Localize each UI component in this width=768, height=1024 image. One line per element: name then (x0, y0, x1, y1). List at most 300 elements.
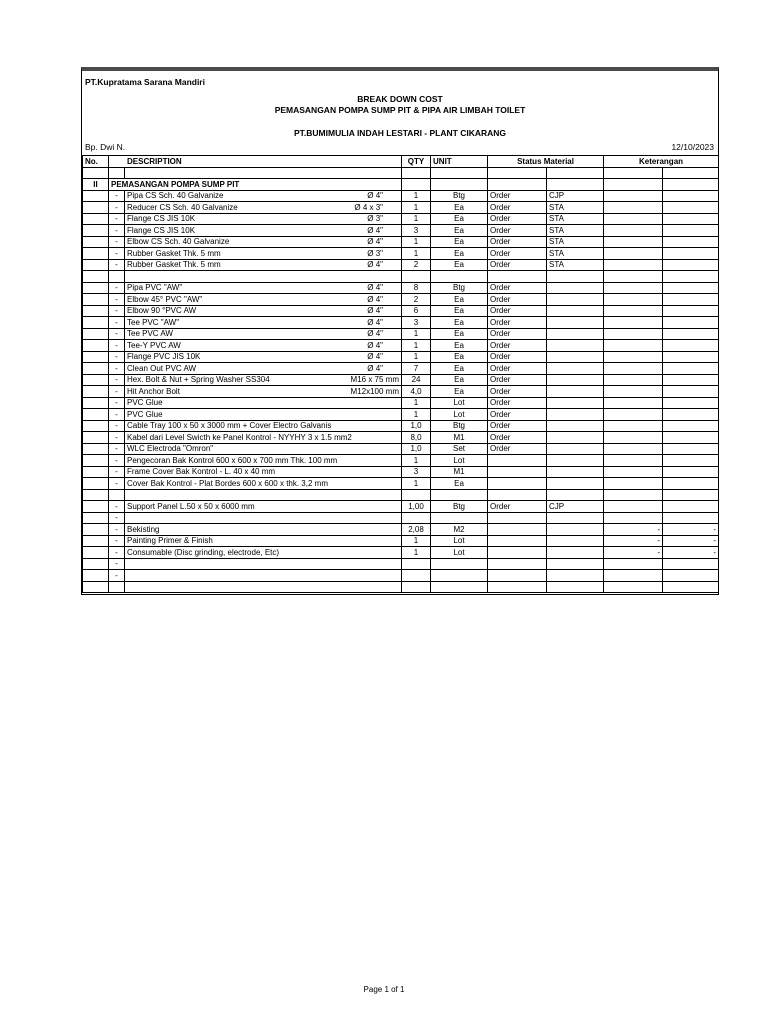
row-description (125, 225, 402, 237)
row-description (125, 443, 402, 455)
row-unit: Lot (431, 547, 488, 559)
row-keterangan-2 (663, 259, 719, 271)
item-description: Flange CS JIS 10K (127, 214, 196, 223)
row-qty: 2 (402, 294, 431, 306)
row-keterangan-1 (604, 489, 663, 501)
row-description (125, 386, 402, 398)
row-description (125, 190, 402, 202)
row-keterangan-2 (663, 432, 719, 444)
row-code: CJP (547, 190, 604, 202)
cost-breakdown-sheet (81, 67, 719, 595)
row-keterangan-1 (604, 420, 663, 432)
row-status: Order (488, 340, 547, 352)
row-unit: Ea (431, 248, 488, 260)
row-description (125, 524, 402, 536)
row-bullet: - (109, 202, 125, 214)
row-code: CJP (547, 501, 604, 513)
row-keterangan-2 (663, 409, 719, 421)
row-keterangan-1 (604, 305, 663, 317)
item-description: Consumable (Disc grinding, electrode, Etc) (127, 547, 280, 557)
row-bullet: - (109, 248, 125, 260)
row-description (125, 501, 402, 513)
row-status: Order (488, 420, 547, 432)
company-name: PT.Kupratama Sarana Mandiri (85, 77, 205, 87)
row-description (125, 558, 402, 570)
description-wrap (127, 410, 399, 420)
row-status (488, 581, 547, 593)
row-bullet: - (109, 259, 125, 271)
row-no-cell (83, 282, 109, 294)
row-unit: Ea (431, 213, 488, 225)
item-size: Ø 3" (367, 248, 384, 258)
row-no-cell (83, 489, 109, 501)
items-table (82, 155, 719, 593)
row-keterangan-1 (604, 409, 663, 421)
row-status (488, 524, 547, 536)
row-qty: 2 (402, 259, 431, 271)
description-wrap (127, 421, 399, 431)
row-code (547, 432, 604, 444)
item-size: Ø 4" (367, 317, 384, 327)
row-code (547, 386, 604, 398)
row-code (547, 363, 604, 375)
document-subtitle: PEMASANGAN POMPA SUMP PIT & PIPA AIR LIMBAH TOILET (274, 105, 526, 115)
description-wrap (127, 306, 399, 316)
row-unit: Lot (431, 409, 488, 421)
row-bullet: - (109, 547, 125, 559)
row-keterangan-2 (663, 386, 719, 398)
item-size: Ø 4" (367, 260, 384, 269)
row-bullet: - (109, 305, 125, 317)
row-no-cell (83, 317, 109, 329)
row-unit: Ea (431, 340, 488, 352)
table-row (83, 363, 719, 375)
row-unit: Ea (431, 294, 488, 306)
row-bullet: - (109, 374, 125, 386)
description-wrap (127, 237, 399, 247)
row-qty (402, 581, 431, 593)
row-bullet (109, 581, 125, 593)
row-code (547, 547, 604, 559)
row-no-cell (83, 236, 109, 248)
row-unit (431, 581, 488, 593)
row-status (488, 512, 547, 524)
row-bullet: - (109, 386, 125, 398)
row-bullet: - (109, 535, 125, 547)
row-description (125, 236, 402, 248)
table-row (83, 305, 719, 317)
row-no-cell (83, 512, 109, 524)
row-code: STA (547, 225, 604, 237)
row-description (125, 363, 402, 375)
row-description (125, 570, 402, 582)
table-row (83, 558, 719, 570)
item-size: Ø 4" (367, 340, 384, 350)
row-keterangan-1: - (604, 547, 663, 559)
item-description: Flange CS JIS 10K (127, 225, 196, 235)
row-no-cell (83, 443, 109, 455)
row-keterangan-2 (663, 271, 719, 283)
col-unit: UNIT (431, 156, 488, 168)
item-description: Pipa PVC "AW" (127, 283, 183, 292)
row-keterangan-2 (663, 489, 719, 501)
row-qty (402, 271, 431, 283)
description-wrap (127, 387, 399, 397)
row-no-cell (83, 501, 109, 513)
item-size: Ø 4 x 3" (354, 202, 384, 212)
row-no-cell (83, 558, 109, 570)
row-no-cell (83, 581, 109, 593)
row-code (547, 271, 604, 283)
row-keterangan-2 (663, 570, 719, 582)
row-no-cell (83, 432, 109, 444)
row-qty: 1,0 (402, 443, 431, 455)
row-status: Order (488, 225, 547, 237)
row-no-cell (83, 294, 109, 306)
description-wrap (127, 490, 399, 500)
row-code (547, 581, 604, 593)
row-qty: 1 (402, 547, 431, 559)
row-keterangan-2 (663, 501, 719, 513)
row-keterangan-2 (663, 455, 719, 467)
description-wrap (127, 559, 399, 569)
row-code (547, 409, 604, 421)
row-unit: Ea (431, 386, 488, 398)
table-row (83, 443, 719, 455)
row-keterangan-2 (663, 328, 719, 340)
row-keterangan-1 (604, 317, 663, 329)
row-bullet: - (109, 236, 125, 248)
row-no-cell (83, 225, 109, 237)
row-description (125, 478, 402, 490)
row-qty: 1 (402, 213, 431, 225)
row-status: Order (488, 363, 547, 375)
row-code (547, 512, 604, 524)
row-bullet: - (109, 294, 125, 306)
item-description: Rubber Gasket Thk. 5 mm (127, 248, 221, 258)
row-description (125, 512, 402, 524)
row-keterangan-2 (663, 558, 719, 570)
col-qty: QTY (402, 156, 431, 168)
row-unit: Ea (431, 363, 488, 375)
table-row (83, 259, 719, 271)
row-no-cell (83, 466, 109, 478)
table-row (83, 466, 719, 478)
row-unit: Lot (431, 535, 488, 547)
row-bullet: - (109, 282, 125, 294)
row-description (125, 282, 402, 294)
row-status: Order (488, 317, 547, 329)
row-status: Order (488, 432, 547, 444)
row-keterangan-2 (663, 294, 719, 306)
section-row (83, 179, 719, 191)
col-no: No. (83, 156, 109, 168)
row-no-cell (83, 478, 109, 490)
item-description: Clean Out PVC AW (127, 363, 197, 373)
description-wrap (127, 502, 399, 512)
description-wrap (127, 352, 399, 362)
item-size: Ø 4" (367, 237, 384, 246)
row-qty: 1 (402, 248, 431, 260)
row-code (547, 294, 604, 306)
table-row (83, 581, 719, 593)
row-description (125, 202, 402, 214)
row-qty: 1 (402, 455, 431, 467)
row-no-cell (83, 363, 109, 375)
description-wrap (127, 249, 399, 259)
row-keterangan-2 (663, 397, 719, 409)
row-qty: 7 (402, 363, 431, 375)
table-row (83, 190, 719, 202)
table-row (83, 317, 719, 329)
row-unit: Set (431, 443, 488, 455)
item-description: Kabel dari Level Swicth ke Panel Kontrol - NYYHY 3 x 1.5 mm2 (127, 432, 352, 442)
row-status (488, 478, 547, 490)
row-code (547, 443, 604, 455)
row-status (488, 466, 547, 478)
row-keterangan-2 (663, 443, 719, 455)
row-code (547, 455, 604, 467)
row-code (547, 397, 604, 409)
row-qty: 6 (402, 305, 431, 317)
section-label: PEMASANGAN POMPA SUMP PIT (109, 179, 402, 191)
row-code: STA (547, 248, 604, 260)
table-row (83, 351, 719, 363)
row-code (547, 489, 604, 501)
row-unit (431, 489, 488, 501)
row-no-cell (83, 305, 109, 317)
row-code: STA (547, 236, 604, 248)
item-description: WLC Electroda "Omron" (127, 444, 214, 453)
item-description: Painting Primer & Finish (127, 536, 213, 545)
row-unit (431, 512, 488, 524)
row-keterangan-2: - (663, 535, 719, 547)
row-unit: Btg (431, 282, 488, 294)
row-unit: Btg (431, 501, 488, 513)
row-description (125, 466, 402, 478)
row-status: Order (488, 202, 547, 214)
row-no-cell (83, 340, 109, 352)
item-description: Cover Bak Kontrol - Plat Bordes 600 x 600 x thk. 3,2 mm (127, 478, 328, 488)
row-keterangan-1 (604, 294, 663, 306)
row-status: Order (488, 409, 547, 421)
item-size: Ø 3" (367, 214, 384, 223)
description-wrap (127, 525, 399, 535)
row-description (125, 294, 402, 306)
table-row (83, 386, 719, 398)
table-row (83, 328, 719, 340)
table-row (83, 547, 719, 559)
row-bullet: - (109, 190, 125, 202)
row-qty: 8 (402, 282, 431, 294)
description-wrap (127, 456, 399, 466)
row-status: Order (488, 374, 547, 386)
table-row (83, 432, 719, 444)
row-code (547, 317, 604, 329)
row-status: Order (488, 305, 547, 317)
row-no-cell (83, 190, 109, 202)
row-description (125, 248, 402, 260)
table-row (83, 282, 719, 294)
document-title: BREAK DOWN COST (357, 94, 443, 104)
row-qty (402, 558, 431, 570)
description-wrap (127, 582, 399, 592)
row-code (547, 305, 604, 317)
row-description (125, 305, 402, 317)
row-keterangan-2 (663, 213, 719, 225)
row-no-cell (83, 547, 109, 559)
table-row (83, 489, 719, 501)
row-qty: 1 (402, 328, 431, 340)
item-description: Pipa CS Sch. 40 Galvanize (127, 191, 224, 200)
row-status (488, 535, 547, 547)
column-header-row (83, 156, 719, 168)
row-qty: 3 (402, 317, 431, 329)
row-bullet: - (109, 558, 125, 570)
row-status: Order (488, 501, 547, 513)
description-wrap (127, 318, 399, 328)
document-date: 12/10/2023 (671, 142, 714, 152)
row-no-cell (83, 455, 109, 467)
spacer-row (83, 167, 719, 179)
row-code (547, 466, 604, 478)
row-keterangan-1 (604, 271, 663, 283)
row-status: Order (488, 236, 547, 248)
row-keterangan-1 (604, 225, 663, 237)
row-keterangan-2 (663, 340, 719, 352)
description-wrap (127, 191, 399, 201)
row-keterangan-2 (663, 581, 719, 593)
row-unit: Ea (431, 305, 488, 317)
row-keterangan-1 (604, 478, 663, 490)
row-description (125, 547, 402, 559)
item-description: Hex. Bolt & Nut + Spring Washer SS304 (127, 375, 270, 384)
row-keterangan-1 (604, 443, 663, 455)
row-no-cell (83, 397, 109, 409)
item-description: Elbow 45° PVC "AW" (127, 294, 203, 304)
row-status (488, 570, 547, 582)
row-description (125, 328, 402, 340)
row-no-cell (83, 213, 109, 225)
row-keterangan-1 (604, 351, 663, 363)
row-keterangan-2 (663, 282, 719, 294)
row-description (125, 351, 402, 363)
row-bullet: - (109, 432, 125, 444)
item-description: Tee PVC "AW" (127, 317, 180, 327)
row-status (488, 489, 547, 501)
row-unit: Lot (431, 397, 488, 409)
row-bullet: - (109, 443, 125, 455)
row-qty: 8,0 (402, 432, 431, 444)
description-wrap (127, 283, 399, 293)
row-bullet: - (109, 351, 125, 363)
table-row (83, 202, 719, 214)
row-keterangan-1 (604, 466, 663, 478)
row-status: Order (488, 282, 547, 294)
row-keterangan-1 (604, 236, 663, 248)
row-keterangan-2 (663, 512, 719, 524)
row-description (125, 340, 402, 352)
row-keterangan-1: - (604, 535, 663, 547)
row-description (125, 581, 402, 593)
row-qty: 1,0 (402, 420, 431, 432)
row-unit: Ea (431, 351, 488, 363)
row-description (125, 535, 402, 547)
row-bullet: - (109, 225, 125, 237)
row-description (125, 259, 402, 271)
item-description: Rubber Gasket Thk. 5 mm (127, 260, 221, 269)
row-qty: 3 (402, 225, 431, 237)
row-unit: Ea (431, 317, 488, 329)
description-wrap (127, 214, 399, 224)
row-keterangan-1 (604, 374, 663, 386)
row-keterangan-2 (663, 478, 719, 490)
row-keterangan-2 (663, 190, 719, 202)
row-code (547, 328, 604, 340)
row-bullet (109, 489, 125, 501)
row-keterangan-1 (604, 570, 663, 582)
row-bullet (109, 271, 125, 283)
row-qty: 24 (402, 374, 431, 386)
row-keterangan-1 (604, 282, 663, 294)
row-unit: Btg (431, 190, 488, 202)
table-row (83, 478, 719, 490)
row-keterangan-1: - (604, 524, 663, 536)
row-bullet: - (109, 478, 125, 490)
item-description: Frame Cover Bak Kontrol - L. 40 x 40 mm (127, 467, 276, 476)
description-wrap (127, 295, 399, 305)
item-size: Ø 4" (367, 191, 384, 200)
row-qty: 1 (402, 190, 431, 202)
item-description: Cable Tray 100 x 50 x 3000 mm + Cover Electro Galvanis (127, 421, 332, 430)
row-code: STA (547, 259, 604, 271)
row-description (125, 489, 402, 501)
item-description: Flange PVC JIS 10K (127, 352, 201, 361)
page-footer: Page 1 of 1 (363, 985, 405, 994)
description-wrap (127, 548, 399, 558)
table-row (83, 340, 719, 352)
row-status (488, 547, 547, 559)
table-row (83, 501, 719, 513)
item-description: Elbow CS Sch. 40 Galvanize (127, 237, 230, 246)
row-code (547, 374, 604, 386)
item-size: M12x100 mm (350, 386, 400, 396)
row-unit: Ea (431, 328, 488, 340)
description-wrap (127, 536, 399, 546)
row-keterangan-1 (604, 202, 663, 214)
row-status: Order (488, 328, 547, 340)
row-unit: Ea (431, 259, 488, 271)
row-keterangan-1 (604, 328, 663, 340)
row-status: Order (488, 213, 547, 225)
item-size: Ø 4" (367, 225, 384, 235)
item-size: Ø 4" (367, 306, 384, 315)
row-status: Order (488, 386, 547, 398)
table-row (83, 512, 719, 524)
row-bullet: - (109, 363, 125, 375)
description-wrap (127, 364, 399, 374)
col-status-material: Status Material (488, 156, 604, 168)
client-name: PT.BUMIMULIA INDAH LESTARI - PLANT CIKARANG (293, 128, 506, 138)
description-wrap (127, 203, 399, 213)
row-unit: M1 (431, 466, 488, 478)
row-qty: 1 (402, 397, 431, 409)
section-number: II (83, 179, 109, 191)
row-code (547, 351, 604, 363)
table-row (83, 570, 719, 582)
row-keterangan-2 (663, 374, 719, 386)
table-row (83, 271, 719, 283)
